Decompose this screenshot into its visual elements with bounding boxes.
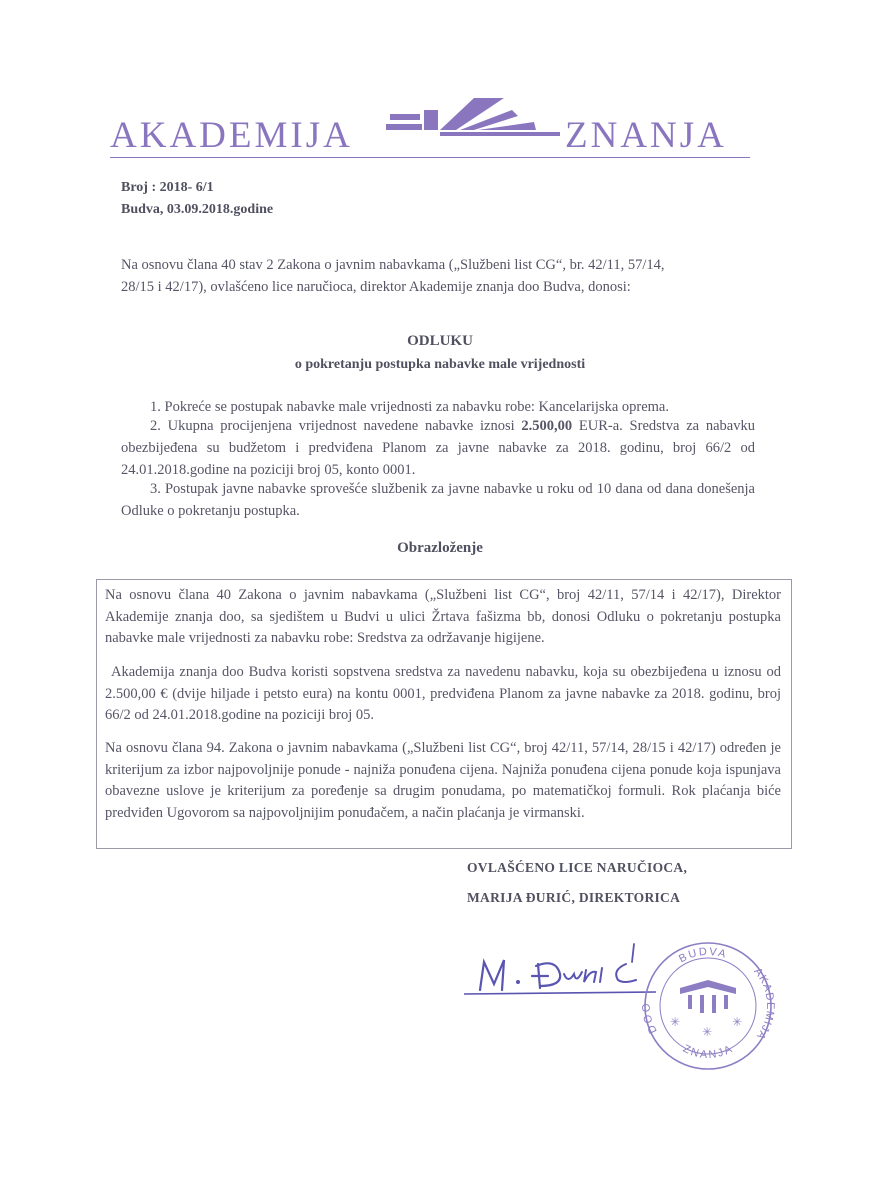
svg-text:✳: ✳ [702,1025,713,1039]
decision-item-2: 2. Ukupna procijenjena vrijednost navedene nabavke iznosi 2.500,00 EUR-a. Sredstva za nabavku obezbijeđena su budžetom i predviđena Planom za javne nabavke za 2018. godinu, broj 66/2 od 24.01.2018.godine na poziciji broj 05, konto 0001. [121,418,755,478]
decision-item-1: 1. Pokreće se postupak nabavke male vrijednosti za nabavku robe: Kancelarijska oprema. [150,399,669,415]
reasoning-paragraph-2: Akademija znanja doo Budva koristi sopstvena sredstva za navedenu nabavku, koja su obezbijeđena u iznosu od 2.500,00 € (dvije hiljade i petsto eura) na kontu 0001, predviđena Planom za javne nabavke za 2018. godinu, broj 66/2 od 24.01.2018.godine na poziciji broj 05. [105,664,781,723]
signatory-name: MARIJA ĐURIĆ, DIREKTORICA [467,890,681,905]
logo-right-word: ZNANJA [565,115,727,156]
logo-left-word: AKADEMIJA [110,115,353,156]
stamp-book-icon [680,980,736,1013]
book-logo-icon [384,94,564,158]
reasoning-paragraph-3: Na osnovu člana 94. Zakona o javnim nabavkama („Službeni list CG“, broj 42/11, 57/14, 28/15 i 42/17) određen je kriterijum za izbor najpovoljnije ponude - najniža ponuđena cijena. Najniža ponuđena cijena ponude koja ispunjava obavezne uslove je kriterijum za poređenje sa drugim ponudama, po matematičkoj formuli. Rok plaćanja biće predviđen Ugovorom sa najpovoljnijim ponuđačem, a način plaćanja je virmanski. [105,740,781,821]
stamp-text-right: AKADEMIJA [751,965,776,1043]
company-stamp [640,940,776,1070]
decision-title: ODLUKU [407,333,473,349]
reasoning-title: Obrazloženje [397,540,483,556]
reasoning-box [96,579,792,849]
handwritten-signature [460,940,660,1000]
stamp-stars [670,1015,742,1039]
svg-text:✳: ✳ [670,1015,681,1029]
document-number: Broj : 2018- 6/1 [121,180,214,195]
decision-subtitle: o pokretanju postupka nabavke male vrijednosti [294,357,586,372]
signatory-role: OVLAŠĆENO LICE NARUČIOCA, [467,860,688,875]
intro-line-1: Na osnovu člana 40 stav 2 Zakona o javnim nabavkama („Službeni list CG“, br. 42/11, 57/14, [121,257,665,273]
reasoning-paragraph-1: Na osnovu člana 40 Zakona o javnim nabavkama („Službeni list CG“, broj 42/11, 57/14 i 42/17), Direktor Akademije znanja doo, sa sjedištem u Budvi u ulici Žrtava fašizma bb, donosi Odluku o pokretanju postupka nabavke male vrijednosti za nabavku robe: Sredstva za održavanje higijene. [105,587,781,646]
letterhead-rule [110,157,750,158]
stamp-text-left: DOO [640,1001,660,1036]
intro-line-2: 28/15 i 42/17), ovlašćeno lice naručioca, direktor Akademije znanja doo Budva, donosi: [121,279,631,295]
amount: 2.500,00 [521,418,573,434]
stamp-text-bottom: ZNANJA [680,1042,736,1062]
place-date: Budva, 03.09.2018.godine [121,202,274,217]
stamp-text-top: BUDVA [677,945,730,966]
decision-item-3: 3. Postupak javne nabavke sprovešće službenik za javne nabavke u roku od 10 dana od dana donešenja Odluke o pokretanju postupka. [121,481,755,519]
svg-text:✳: ✳ [732,1015,743,1029]
